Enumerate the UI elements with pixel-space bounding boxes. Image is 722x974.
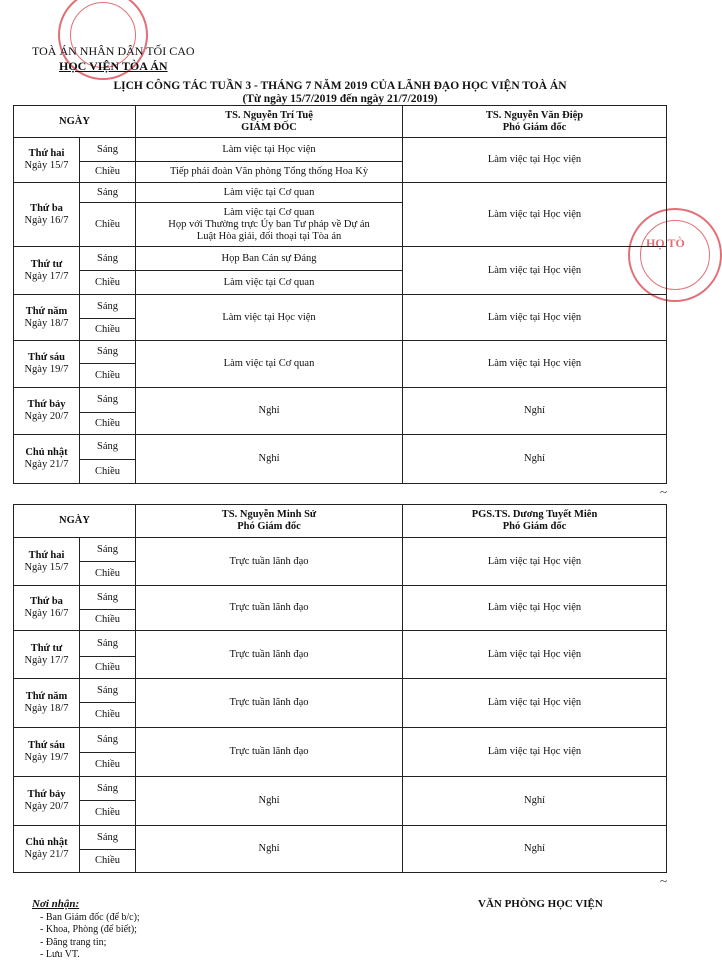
day-cell: [14, 295, 80, 341]
subtitle-text: (Từ ngày 15/7/2019 đến ngày 21/7/2019): [242, 93, 438, 105]
recipient-item: - Lưu VT.: [52, 949, 140, 962]
activity-cell: Làm việc tại Học viện: [403, 295, 667, 341]
session-afternoon: Chiều: [80, 364, 136, 388]
session-afternoon: Chiều: [80, 703, 136, 728]
session-afternoon: Chiều: [80, 753, 136, 777]
table-row: [14, 586, 667, 610]
table-row: [14, 826, 667, 850]
day-name: Thứ ba: [30, 596, 63, 607]
leader-role: GIÁM ĐỐC: [241, 121, 297, 133]
table-row: [14, 728, 667, 753]
day-name: Thứ hai: [28, 148, 65, 159]
table-row: [14, 341, 667, 364]
session-morning: Sáng: [80, 777, 136, 801]
organization-header: [32, 44, 195, 74]
day-cell: [14, 631, 80, 679]
day-cell: [14, 138, 80, 183]
leader-role: Phó Giám đốc: [237, 521, 301, 532]
activity-cell: Nghỉ: [136, 826, 403, 873]
day-date: Ngày 18/7: [24, 703, 69, 714]
day-date: Ngày 20/7: [24, 801, 69, 812]
day-date: Ngày 18/7: [24, 317, 69, 329]
recipients-block: [32, 898, 140, 962]
activity-cell: Làm việc tại Cơ quan: [136, 341, 403, 388]
session-afternoon: Chiều: [80, 657, 136, 679]
session-morning: Sáng: [80, 388, 136, 413]
activity-cell: Trực tuần lãnh đạo: [136, 586, 403, 631]
session-afternoon: Chiều: [80, 801, 136, 826]
session-afternoon: Chiều: [80, 460, 136, 484]
day-cell: [14, 341, 80, 388]
activity-cell: Làm việc tại Học viện: [136, 295, 403, 341]
day-name: Thứ bảy: [27, 789, 66, 800]
session-afternoon: Chiều: [80, 271, 136, 295]
day-date: Ngày 15/7: [24, 160, 69, 171]
activity-cell: Nghỉ: [403, 826, 667, 873]
activity-cell: Trực tuần lãnh đạo: [136, 728, 403, 777]
activity-cell: Trực tuần lãnh đạo: [136, 538, 403, 586]
day-cell: [14, 435, 80, 484]
signer: VĂN PHÒNG HỌC VIỆN: [478, 898, 603, 910]
session-morning: Sáng: [80, 679, 136, 703]
activity-cell: Trực tuần lãnh đạo: [136, 679, 403, 728]
day-date: Ngày 16/7: [24, 608, 69, 619]
schedule-table-2: [13, 504, 667, 873]
day-name: Chủ nhật: [25, 447, 68, 458]
activity-cell: Trực tuần lãnh đạo: [136, 631, 403, 679]
leader-header-a: [136, 106, 403, 138]
session-morning: Sáng: [80, 295, 136, 319]
activity-cell: Nghỉ: [136, 777, 403, 826]
activity-cell: Nghỉ: [136, 435, 403, 484]
session-morning: Sáng: [80, 826, 136, 850]
day-cell: [14, 728, 80, 777]
session-morning: Sáng: [80, 435, 136, 460]
activity-cell: Họp Ban Cán sự Đảng: [136, 247, 403, 271]
session-morning: Sáng: [80, 247, 136, 271]
day-date: Ngày 21/7: [24, 849, 69, 860]
activity-cell: Làm việc tại Học viện: [403, 586, 667, 631]
activity-cell: Làm việc tại Học viện: [403, 538, 667, 586]
leader-header-b: [403, 505, 667, 538]
day-name: Chủ nhật: [25, 837, 68, 848]
activity-cell: Làm việc tại Học viện: [403, 247, 667, 295]
day-cell: [14, 679, 80, 728]
day-column-header: NGÀY: [14, 106, 136, 138]
scribble-mark: ~: [660, 873, 668, 888]
activity-cell: Làm việc tại Học viện: [403, 138, 667, 183]
leader-header-b: [403, 106, 667, 138]
day-cell: [14, 777, 80, 826]
leader-name: TS. Nguyễn Văn Điệp: [485, 109, 584, 121]
title-text: LỊCH CÔNG TÁC TUẦN 3 - THÁNG 7 NĂM 2019 CỦA LÃNH ĐẠO HỌC VIỆN TOÀ ÁN: [113, 80, 567, 92]
activity-cell: Nghỉ: [403, 388, 667, 435]
table-row: [14, 183, 667, 203]
table-row: [14, 247, 667, 271]
session-afternoon: Chiều: [80, 562, 136, 586]
table-row: [14, 138, 667, 162]
day-date: Ngày 15/7: [24, 561, 69, 573]
day-name: Thứ tư: [30, 258, 63, 270]
activity-cell: Nghỉ: [403, 777, 667, 826]
day-cell: [14, 388, 80, 435]
activity-cell: Nghỉ: [403, 435, 667, 484]
session-afternoon: Chiều: [80, 203, 136, 247]
activity-cell: Tiếp phái đoàn Văn phòng Tổng thống Hoa Kỳ: [136, 162, 403, 183]
org-line2: HỌC VIỆN TÒA ÁN: [58, 59, 168, 73]
leader-role: Phó Giám đốc: [502, 521, 567, 532]
seal-text: HỌ TÒ: [646, 236, 685, 250]
activity-cell: Làm việc tại Học viện: [403, 631, 667, 679]
day-date: Ngày 19/7: [24, 364, 69, 375]
recipient-item: - Khoa, Phòng (để biết);: [52, 924, 140, 937]
leader-name: TS. Nguyễn Trí Tuệ: [225, 109, 313, 121]
day-date: Ngày 19/7: [24, 752, 69, 763]
session-afternoon: Chiều: [80, 162, 136, 183]
leader-name: PGS.TS. Dương Tuyết Miên: [471, 509, 598, 520]
recipients-label: Nơi nhận:: [32, 898, 80, 910]
day-date: Ngày 20/7: [24, 411, 69, 422]
day-cell: [14, 538, 80, 586]
recipient-item: - Ban Giám đốc (để b/c);: [52, 912, 140, 925]
day-cell: [14, 586, 80, 631]
recipients-list: [32, 912, 140, 962]
session-morning: Sáng: [80, 586, 136, 610]
session-morning: Sáng: [80, 538, 136, 562]
day-date: Ngày 17/7: [24, 654, 69, 666]
leader-name: TS. Nguyễn Minh Sử: [221, 509, 317, 520]
table-row: [14, 679, 667, 703]
session-morning: Sáng: [80, 631, 136, 657]
table-row: [14, 538, 667, 562]
recipient-item: - Đăng trang tin;: [52, 937, 140, 950]
day-cell: [14, 247, 80, 295]
activity-cell: Làm việc tại Cơ quan: [136, 183, 403, 203]
day-name: Thứ năm: [25, 691, 68, 702]
day-name: Thứ sáu: [28, 352, 65, 363]
activity-cell: Nghỉ: [136, 388, 403, 435]
activity-cell: Làm việc tại Học viện: [403, 679, 667, 728]
document-title: [0, 80, 680, 106]
day-name: Thứ hai: [28, 549, 65, 561]
activity-cell: Làm việc tại Cơ quan Họp với Thường trực Ủy ban Tư pháp về Dự án Luật Hòa giải, đối thoại tại Tòa án: [136, 203, 403, 247]
session-afternoon: Chiều: [80, 610, 136, 631]
day-name: Thứ năm: [25, 305, 68, 317]
day-name: Thứ tư: [30, 642, 63, 654]
day-column-header: NGÀY: [14, 505, 136, 538]
activity-cell: Làm việc tại Học viện: [403, 183, 667, 247]
leader-header-a: [136, 505, 403, 538]
session-morning: Sáng: [80, 138, 136, 162]
activity-cell: Làm việc tại Học viện: [403, 341, 667, 388]
session-morning: Sáng: [80, 183, 136, 203]
session-afternoon: Chiều: [80, 413, 136, 435]
activity-cell: Làm việc tại Cơ quan: [136, 271, 403, 295]
scribble-mark: ~: [660, 484, 668, 499]
activity-cell: Làm việc tại Học viện: [403, 728, 667, 777]
table-row: [14, 295, 667, 319]
activity-cell: Làm việc tại Học viện: [136, 138, 403, 162]
leader-role: Phó Giám đốc: [502, 121, 567, 133]
day-date: Ngày 17/7: [24, 270, 69, 282]
day-date: Ngày 21/7: [24, 459, 69, 470]
schedule-table-1: [13, 105, 667, 484]
table-row: [14, 777, 667, 801]
day-date: Ngày 16/7: [24, 214, 69, 226]
day-cell: [14, 826, 80, 873]
table-row: [14, 631, 667, 657]
session-afternoon: Chiều: [80, 319, 136, 341]
day-name: Thứ sáu: [28, 740, 65, 751]
table-row: [14, 388, 667, 413]
day-name: Thứ bảy: [27, 399, 66, 410]
table-row: [14, 435, 667, 460]
session-morning: Sáng: [80, 728, 136, 753]
session-afternoon: Chiều: [80, 850, 136, 873]
org-line1: TOÀ ÁN NHÂN DÂN TỐI CAO: [32, 44, 195, 58]
day-name: Thứ ba: [30, 202, 63, 214]
day-cell: [14, 183, 80, 247]
session-morning: Sáng: [80, 341, 136, 364]
